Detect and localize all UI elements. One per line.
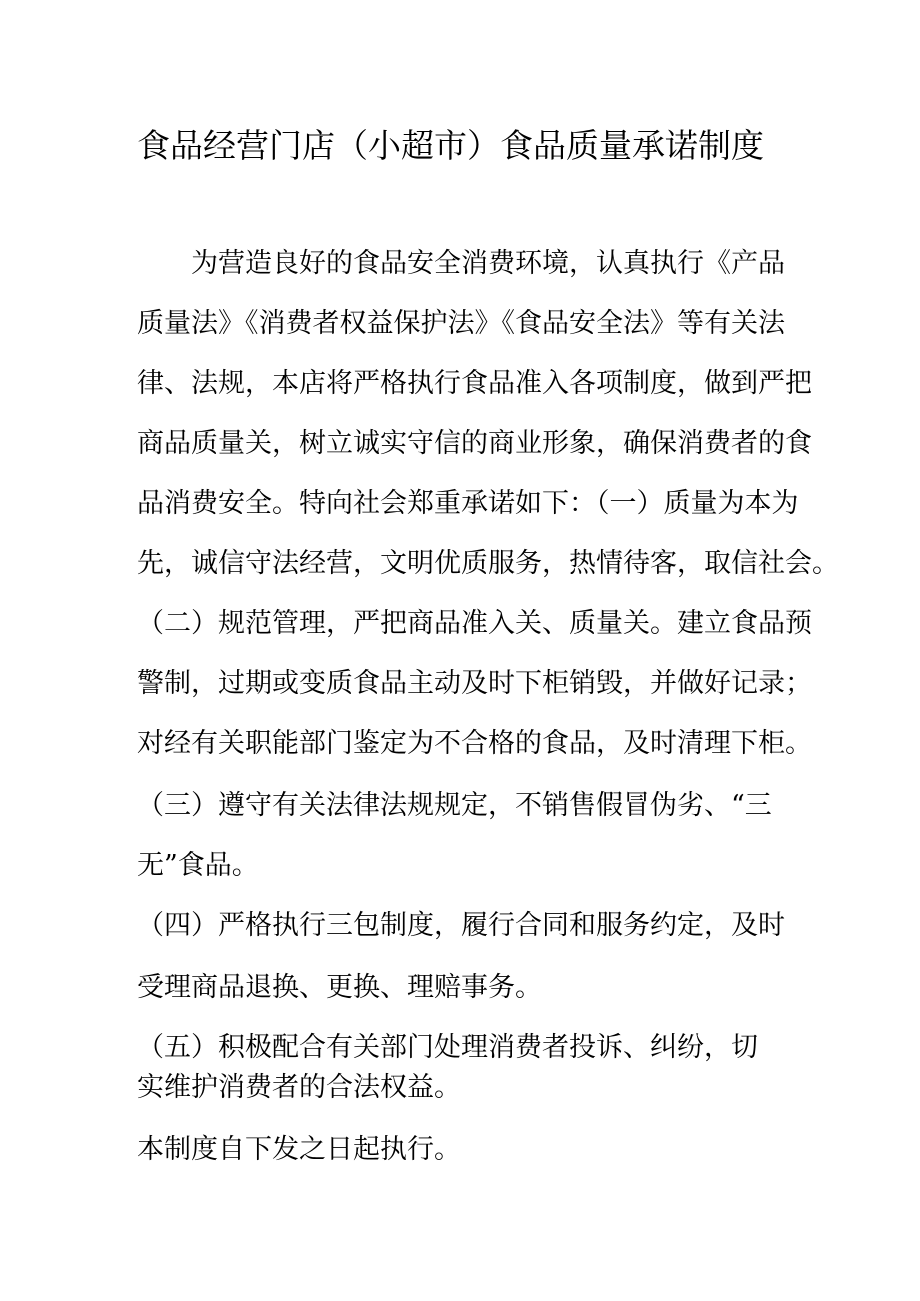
paragraph-line: 先，诚信守法经营，文明优质服务，热情待客，取信社会。: [137, 548, 839, 579]
paragraph-line: 警制，过期或变质食品主动及时下柜销毁，并做好记录；: [137, 668, 812, 699]
paragraph-line: 本制度自下发之日起执行。: [137, 1134, 461, 1165]
paragraph-line: 对经有关职能部门鉴定为不合格的食品，及时清理下柜。: [137, 728, 812, 759]
paragraph-line: 律、法规，本店将严格执行食品准入各项制度，做到严把: [137, 368, 812, 399]
paragraph-line: 商品质量关，树立诚实守信的商业形象，确保消费者的食: [137, 428, 812, 459]
paragraph-line: 质量法》《消费者权益保护法》《食品安全法》等有关法: [137, 308, 785, 339]
paragraph-line: （二）规范管理，严把商品准入关、质量关。建立食品预: [137, 608, 812, 639]
paragraph-line: （五）积极配合有关部门处理消费者投诉、纠纷，切: [137, 1032, 758, 1063]
paragraph-line: 受理商品退换、更换、理赔事务。: [137, 972, 542, 1003]
paragraph-line: 实维护消费者的合法权益。: [137, 1072, 461, 1103]
paragraph-line: 无”食品。: [137, 850, 259, 881]
paragraph-line: （三）遵守有关法律法规规定，不销售假冒伪劣、“三: [137, 790, 772, 821]
paragraph-line: （四）严格执行三包制度，履行合同和服务约定，及时: [137, 910, 785, 941]
paragraph-line: 为营造良好的食品安全消费环境，认真执行《产品: [137, 248, 785, 279]
paragraph-line: 品消费安全。特向社会郑重承诺如下：（一）质量为本为: [137, 488, 799, 519]
document-title: 食品经营门店（小超市）食品质量承诺制度: [137, 126, 764, 165]
